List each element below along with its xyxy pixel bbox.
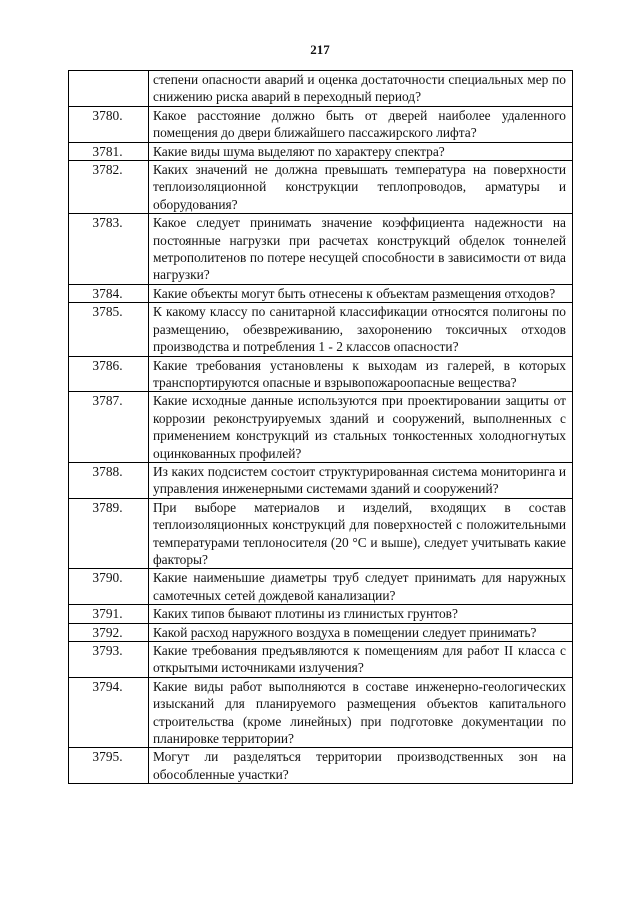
question-number: 3783. — [69, 214, 149, 285]
table-row — [69, 498, 573, 569]
question-text: Какое следует принимать значение коэффициента надежности на постоянные нагрузки при расчетах конструкций обделок тоннелей метрополитенов по потере несущей способности в зависимости от вида нагрузки? — [149, 214, 573, 285]
table-row — [69, 356, 573, 392]
table-row — [69, 71, 573, 107]
question-number: 3792. — [69, 623, 149, 641]
question-text: Какой расход наружного воздуха в помещении следует принимать? — [149, 623, 573, 641]
question-text: К какому классу по санитарной классификации относятся полигоны по размещению, обезвреживанию, захоронению токсичных отходов производства и потребления 1 - 2 классов опасности? — [149, 303, 573, 356]
question-text: Какие объекты могут быть отнесены к объектам размещения отходов? — [149, 284, 573, 302]
question-text: Какие требования предъявляются к помещениям для работ II класса с открытыми источниками излучения? — [149, 642, 573, 678]
question-number: 3789. — [69, 498, 149, 569]
table-row — [69, 161, 573, 214]
question-number: 3780. — [69, 106, 149, 142]
question-number: 3786. — [69, 356, 149, 392]
question-number: 3793. — [69, 642, 149, 678]
question-text: Какие виды работ выполняются в составе инженерно-геологических изысканий для планируемого размещения объектов капитального строительства (кроме линейных) при подготовке документации по планировке территории? — [149, 677, 573, 748]
page-number: 217 — [310, 42, 330, 57]
question-number: 3785. — [69, 303, 149, 356]
question-text: Из каких подсистем состоит структурированная система мониторинга и управления инженерными системами зданий и сооружений? — [149, 462, 573, 498]
table-row — [69, 605, 573, 623]
question-text: Каких значений не должна превышать температура на поверхности теплоизоляционной конструкции теплопроводов, арматуры и оборудования? — [149, 161, 573, 214]
question-number: 3790. — [69, 569, 149, 605]
table-row — [69, 677, 573, 748]
table-row — [69, 748, 573, 784]
question-text: степени опасности аварий и оценка достаточности специальных мер по снижению риска аварий в переходный период? — [149, 71, 573, 107]
table-row — [69, 284, 573, 302]
question-number: 3781. — [69, 142, 149, 160]
table-row — [69, 303, 573, 356]
question-text: При выборе материалов и изделий, входящих в состав теплоизоляционных конструкций для поверхностей с положительными температурами теплоносителя (20 °С и выше), следует учитывать какие факторы? — [149, 498, 573, 569]
question-number: 3784. — [69, 284, 149, 302]
question-number: 3794. — [69, 677, 149, 748]
question-number: 3795. — [69, 748, 149, 784]
question-text: Какие наименьшие диаметры труб следует принимать для наружных самотечных сетей дождевой канализации? — [149, 569, 573, 605]
table-row — [69, 623, 573, 641]
question-number: 3787. — [69, 392, 149, 463]
question-text: Какие исходные данные используются при проектировании защиты от коррозии реконструируемых зданий и сооружений, выполненных с применением конструкций из стальных тонкостенных холодногнутых оцинкованных профилей? — [149, 392, 573, 463]
questions-table — [68, 70, 573, 784]
question-text: Могут ли разделяться территории производственных зон на обособленные участки? — [149, 748, 573, 784]
question-number: 3791. — [69, 605, 149, 623]
question-text: Какие требования установлены к выходам из галерей, в которых транспортируются опасные и взрывопожароопасные вещества? — [149, 356, 573, 392]
table-row — [69, 392, 573, 463]
question-number: 3788. — [69, 462, 149, 498]
table-row — [69, 106, 573, 142]
table-row — [69, 642, 573, 678]
table-row — [69, 569, 573, 605]
question-number — [69, 71, 149, 107]
question-text: Какие виды шума выделяют по характеру спектра? — [149, 142, 573, 160]
question-text: Какое расстояние должно быть от дверей наиболее удаленного помещения до двери ближайшего пассажирского лифта? — [149, 106, 573, 142]
table-row — [69, 462, 573, 498]
question-number: 3782. — [69, 161, 149, 214]
table-row — [69, 142, 573, 160]
table-row — [69, 214, 573, 285]
question-text: Каких типов бывают плотины из глинистых грунтов? — [149, 605, 573, 623]
